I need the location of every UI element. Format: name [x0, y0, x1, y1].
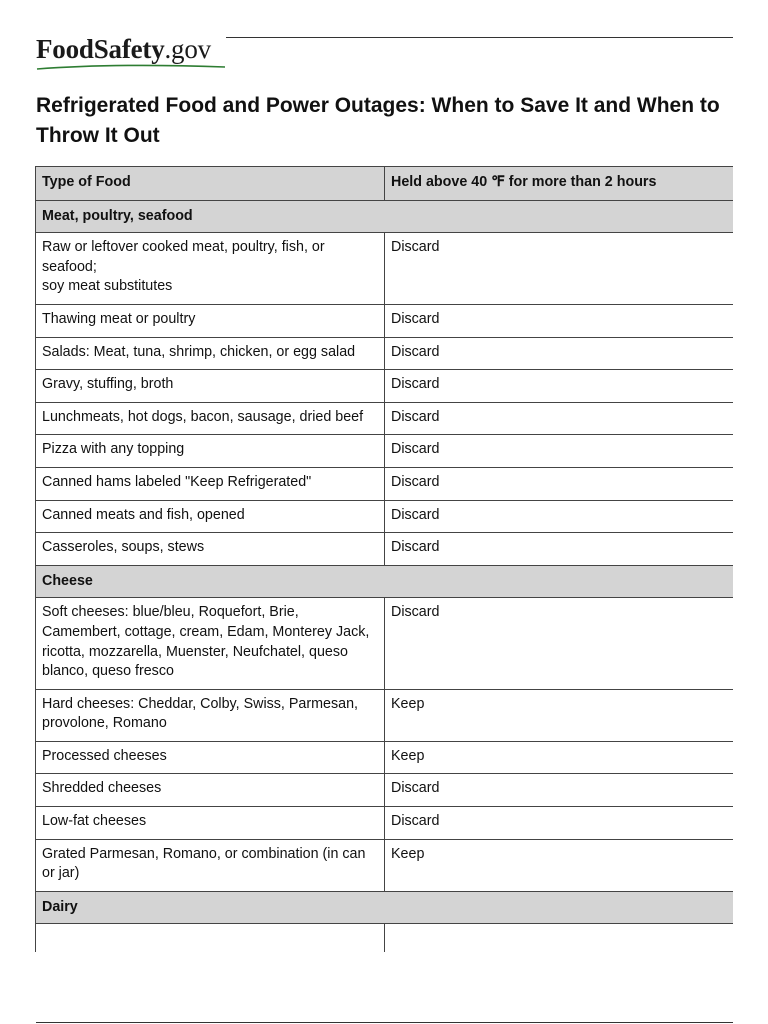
action-cell: Discard	[385, 500, 734, 533]
table-row	[36, 533, 734, 566]
action-cell: Discard	[385, 370, 734, 403]
section-row	[36, 200, 734, 233]
food-type-cell	[36, 924, 385, 952]
action-cell	[385, 924, 734, 952]
food-safety-table-container	[35, 166, 733, 952]
action-cell: Keep	[385, 839, 734, 891]
page-header	[36, 34, 733, 74]
table-row	[36, 807, 734, 840]
table-row	[36, 598, 734, 689]
food-type-cell	[36, 533, 385, 566]
header-divider	[226, 37, 733, 38]
food-type-cell	[36, 435, 385, 468]
food-type-cell	[36, 839, 385, 891]
action-cell: Discard	[385, 807, 734, 840]
table-body	[36, 200, 734, 952]
food-type-text: Lunchmeats, hot dogs, bacon, sausage, dried beef	[42, 408, 364, 425]
section-heading: Dairy	[36, 891, 734, 924]
action-cell: Discard	[385, 402, 734, 435]
food-type-cell	[36, 304, 385, 337]
food-type-text: Canned hams labeled "Keep Refrigerated"	[42, 473, 312, 490]
food-type-text: Hard cheeses: Cheddar, Colby, Swiss, Parmesan, provolone, Romano	[42, 695, 358, 732]
action-cell: Discard	[385, 337, 734, 370]
food-type-text: Processed cheeses	[42, 747, 167, 764]
food-type-text: Shredded cheeses	[42, 780, 162, 797]
food-type-text: Gravy, stuffing, broth	[42, 376, 174, 393]
table-row	[36, 402, 734, 435]
foodsafety-logo[interactable]	[36, 34, 211, 65]
column-header-held-above-40f: Held above 40 ℉ for more than 2 hours	[385, 167, 734, 201]
food-type-cell	[36, 689, 385, 741]
table-header-row	[36, 167, 734, 201]
table-row	[36, 774, 734, 807]
logo-tld-text: .gov	[164, 34, 211, 64]
table-row	[36, 689, 734, 741]
food-type-text: Raw or leftover cooked meat, poultry, fish, or seafood;	[42, 239, 325, 275]
section-heading: Meat, poultry, seafood	[36, 200, 734, 233]
table-row	[36, 741, 734, 774]
action-cell: Discard	[385, 435, 734, 468]
logo-main-text: FoodSafety	[36, 34, 165, 64]
food-type-cell	[36, 774, 385, 807]
food-safety-table	[35, 166, 733, 952]
food-type-cell	[36, 500, 385, 533]
section-row	[36, 565, 734, 598]
table-row	[36, 370, 734, 403]
section-heading: Cheese	[36, 565, 734, 598]
action-cell: Discard	[385, 533, 734, 566]
food-type-cell	[36, 741, 385, 774]
food-type-cell	[36, 467, 385, 500]
section-row	[36, 891, 734, 924]
food-type-cell	[36, 402, 385, 435]
table-row	[36, 233, 734, 305]
page-title: Refrigerated Food and Power Outages: When to Save It and When to Throw It Out	[36, 94, 720, 147]
action-cell: Discard	[385, 304, 734, 337]
food-type-text: Grated Parmesan, Romano, or combination (in can or jar)	[42, 845, 366, 882]
table-row	[36, 839, 734, 891]
action-cell: Discard	[385, 233, 734, 305]
footer-divider	[36, 1022, 733, 1023]
action-cell: Keep	[385, 741, 734, 774]
action-cell: Keep	[385, 689, 734, 741]
table-row	[36, 304, 734, 337]
food-type-cell	[36, 233, 385, 305]
food-type-text: Pizza with any topping	[42, 441, 185, 458]
food-type-text: Casseroles, soups, stews	[42, 539, 205, 556]
food-type-cell	[36, 807, 385, 840]
table-row	[36, 500, 734, 533]
table-row	[36, 435, 734, 468]
table-row	[36, 337, 734, 370]
food-type-text: soy meat substitutes	[42, 278, 173, 295]
action-cell: Discard	[385, 774, 734, 807]
action-cell: Discard	[385, 467, 734, 500]
column-header-type-of-food: Type of Food	[36, 167, 385, 201]
table-row	[36, 924, 734, 952]
table-row	[36, 467, 734, 500]
food-type-cell	[36, 370, 385, 403]
action-cell: Discard	[385, 598, 734, 689]
food-type-text: Low-fat cheeses	[42, 813, 147, 830]
logo-swoosh-icon	[36, 62, 226, 72]
food-type-text: Soft cheeses: blue/bleu, Roquefort, Brie, Camembert, cottage, cream, Edam, Monterey Jack, ricotta, mozzarella, Muenster, Neufchatel, queso blanco, queso fresco	[42, 604, 370, 680]
food-type-text: Salads: Meat, tuna, shrimp, chicken, or egg salad	[42, 343, 356, 360]
food-type-text: Thawing meat or poultry	[42, 310, 196, 327]
food-type-text: Canned meats and fish, opened	[42, 506, 245, 523]
food-type-cell	[36, 337, 385, 370]
food-type-cell	[36, 598, 385, 689]
